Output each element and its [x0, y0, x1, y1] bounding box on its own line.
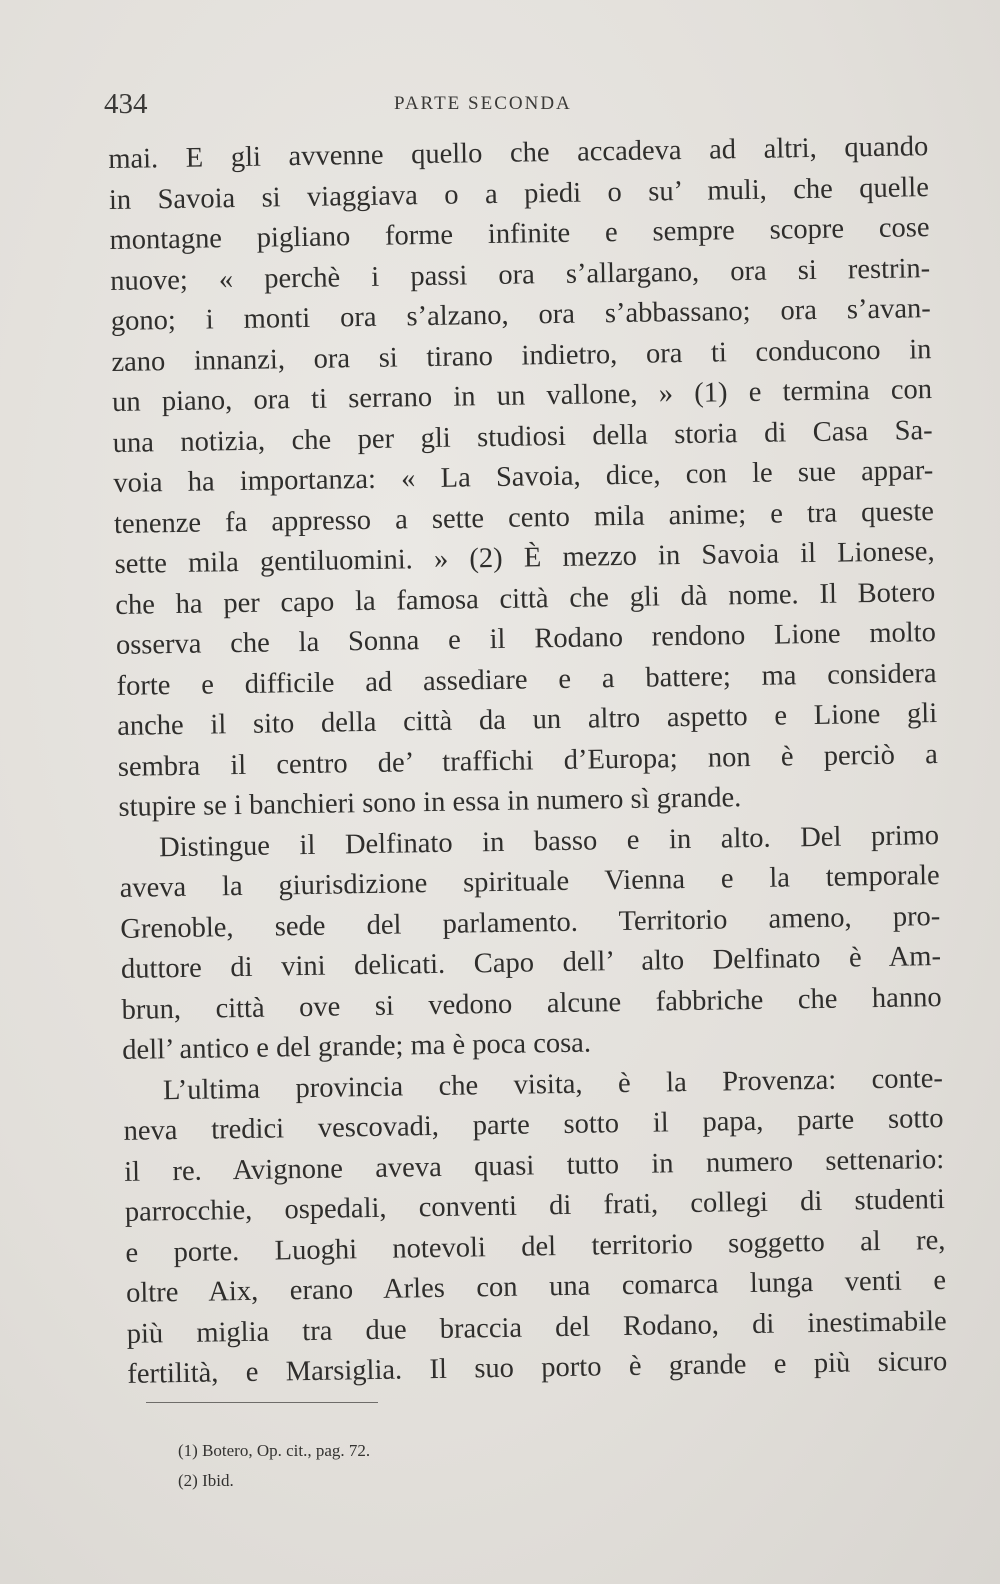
- text-line: nuove; « perchè i passi ora s’allargano, ora si restrin-: [109, 252, 931, 297]
- text-line: Grenoble, sede del parlamento. Territorio ameno, pro-: [120, 900, 941, 945]
- page-number: 434: [104, 88, 148, 120]
- running-head: [104, 88, 934, 128]
- text-line: più miglia tra due braccia del Rodano, di inestimabile: [126, 1305, 947, 1350]
- text-line: oltre Aix, erano Arles con una comarca lunga venti e: [125, 1264, 947, 1309]
- text-line: neva tredici vescovadi, parte sotto il papa, parte sotto: [123, 1102, 944, 1147]
- footnote: (1) Botero, Op. cit., pag. 72.: [178, 1441, 371, 1460]
- text-line: L’ultima provincia che visita, è la Provenza: conte-: [162, 1062, 944, 1106]
- text-line: brun, città ove si vedono alcune fabbriche che hanno: [121, 981, 942, 1026]
- text-line: che ha per capo la famosa città che gli dà nome. Il Botero: [115, 576, 936, 621]
- text-line: il re. Avignone aveva quasi tutto in numero settenario:: [123, 1143, 945, 1188]
- footnotes: [178, 1436, 778, 1496]
- text-line: parrocchie, ospedali, conventi di frati, collegi di studenti: [124, 1183, 945, 1228]
- text-line: sette mila gentiluomini. » (2) È mezzo in Savoia il Lionese,: [114, 536, 935, 580]
- text-line: voia ha importanza: « La Savoia, dice, con le sue appar-: [113, 455, 934, 499]
- text-line: stupire se i banchieri sono in essa in numero sì grande.: [118, 782, 742, 823]
- text-line: tenenze fa appresso a sette cento mila anime; e tra queste: [113, 495, 935, 540]
- text-line: una notizia, che per gli studiosi della storia di Casa Sa-: [112, 414, 933, 459]
- text-line: osserva che la Sonna e il Rodano rendono Lione molto: [115, 617, 937, 661]
- footnote: (2) Ibid.: [178, 1471, 234, 1490]
- text-line: dell’ antico e del grande; ma è poca cosa.: [122, 1027, 592, 1066]
- text-line: mai. E gli avvenne quello che accadeva ad altri, quando: [108, 131, 929, 175]
- text-line: fertilità, e Marsiglia. Il suo porto è grande e più sicuro: [127, 1345, 948, 1390]
- text-line: aveva la giurisdizione spirituale Vienna e la temporale: [119, 860, 940, 904]
- text-line: anche il sito della città da un altro aspetto e Lione gli: [116, 698, 938, 742]
- text-line: gono; i monti ora s’alzano, ora s’abbassano; ora s’avan-: [110, 293, 931, 337]
- paragraph: [108, 127, 939, 828]
- body-text: [108, 127, 948, 1395]
- text-line: un piano, ora ti serrano in un vallone, » (1) e termina con: [111, 374, 933, 418]
- paragraph: [119, 816, 943, 1072]
- section-title: PARTE SECONDA: [394, 93, 572, 114]
- paragraph: [123, 1059, 948, 1396]
- text-line: montagne pigliano forme infinite e sempre scopre cose: [109, 212, 930, 256]
- text-line: e porte. Luoghi notevoli del territorio soggetto al re,: [125, 1224, 946, 1269]
- text-line: sembra il centro de’ traffichi d’Europa; non è perciò a: [117, 738, 938, 783]
- footnote-divider: [146, 1402, 378, 1403]
- text-line: duttore di vini delicati. Capo dell’ alto Delfinato è Am-: [120, 941, 942, 985]
- text-line: Distingue il Delfinato in basso e in alto. Del primo: [158, 819, 940, 863]
- text-line: in Savoia si viaggiava o a piedi o su’ muli, che quelle: [108, 171, 930, 216]
- text-line: zano innanzi, ora si tirano indietro, ora ti conducono in: [111, 333, 932, 378]
- text-line: forte e difficile ad assediare e a battere; ma considera: [116, 657, 937, 702]
